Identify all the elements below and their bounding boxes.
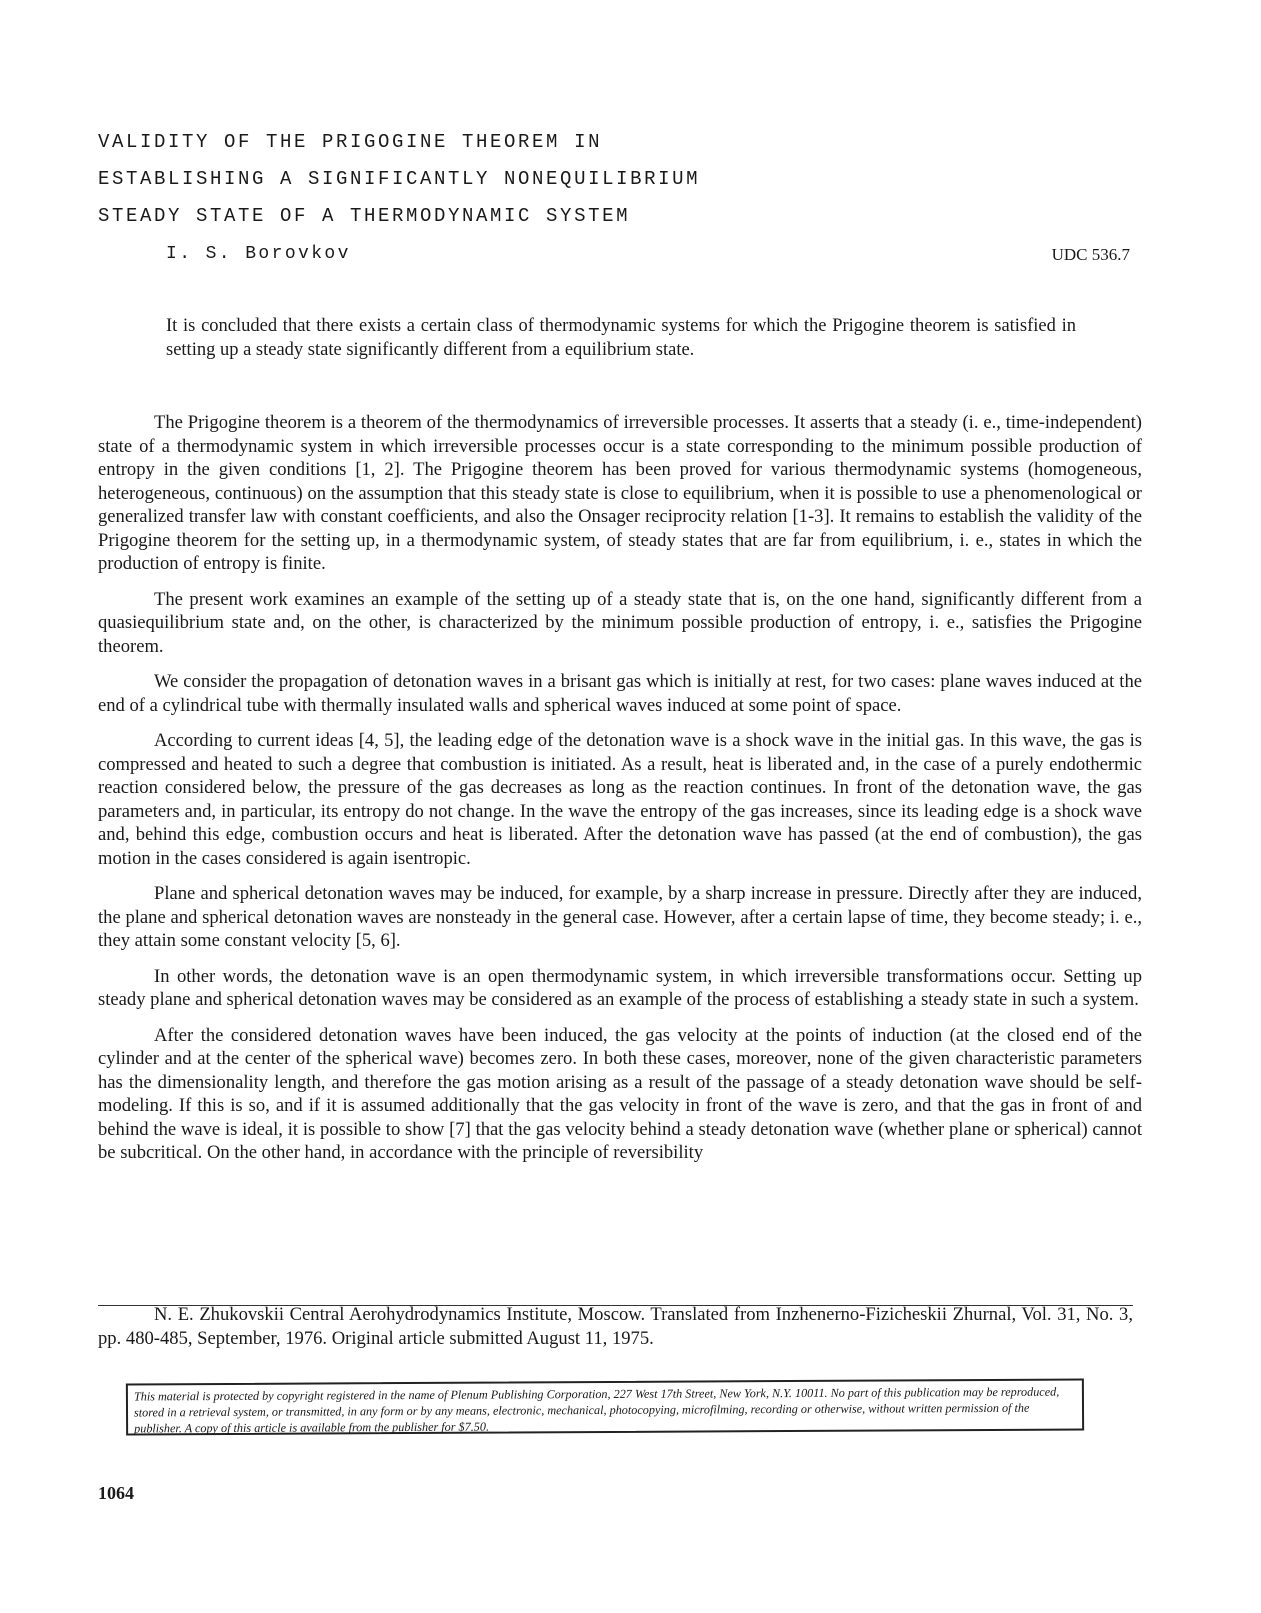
body-paragraph: Plane and spherical detonation waves may be induced, for example, by a sharp increase in pressure. Directly after they are induced, the plane and spherical detonation waves are nonsteady in the general case. However, after a certain lapse of time, they become steady; i. e., they attain some constant velocity [5, 6].	[98, 883, 1142, 951]
body-paragraph: The Prigogine theorem is a theorem of the thermodynamics of irreversible processes. It asserts that a steady (i. e., time-independent) state of a thermodynamic system in which irreversible processes occur is a state corresponding to the minimum possible production of entropy in the given conditions [1, 2]. The Prigogine theorem has been proved for various thermodynamic systems (homogeneous, heterogeneous, continuous) on the assumption that this steady state is close to equilibrium, when it is possible to use a phenomenological or generalized transfer law with constant coefficients, and also the Onsager reciprocity relation [1-3]. It remains to establish the validity of the Prigogine theorem for the setting up, in a thermodynamic system, of steady states that are far from equilibrium, i. e., states in which the production of entropy is finite.	[98, 412, 1142, 574]
body-paragraph: According to current ideas [4, 5], the leading edge of the detonation wave is a shock wave in the initial gas. In this wave, the gas is compressed and heated to such a degree that combustion is initiated. As a result, heat is liberated and, in the case of a purely endothermic reaction considered below, the pressure of the gas decreases as long as the reaction continues. In front of the detonation wave, the gas parameters and, in particular, its entropy do not change. In the wave the entropy of the gas increases, since its leading edge is a shock wave and, behind this edge, combustion occurs and heat is liberated. After the detonation wave has passed (at the end of combustion), the gas motion in the cases considered is again isentropic.	[98, 730, 1142, 869]
paper-title	[98, 124, 998, 235]
page-number: 1064	[98, 1483, 134, 1503]
abstract: It is concluded that there exists a certain class of thermodynamic systems for which the Prigogine theorem is satisfied in setting up a steady state significantly different from a equilibrium state.	[166, 316, 1076, 360]
title-line: STEADY STATE OF A THERMODYNAMIC SYSTEM	[98, 205, 631, 227]
body-paragraph: The present work examines an example of the setting up of a steady state that is, on the one hand, significantly different from a quasiequilibrium state and, on the other, is characterized by the minimum possible production of entropy, i. e., satisfies the Prigogine theorem.	[98, 588, 1142, 657]
body-paragraph: We consider the propagation of detonation waves in a brisant gas which is initially at rest, for two cases: plane waves induced at the end of a cylindrical tube with thermally insulated walls and spherical waves induced at some point of space.	[98, 671, 1142, 716]
title-line: VALIDITY OF THE PRIGOGINE THEOREM IN	[98, 131, 603, 153]
body-text	[98, 411, 1142, 1177]
author-name: I. S. Borovkov	[166, 244, 351, 264]
body-paragraph: After the considered detonation waves have been induced, the gas velocity at the points of induction (at the closed end of the cylinder and at the center of the spherical wave) becomes zero. In both these cases, moreover, none of the given characteristic parameters has the dimensionality length, and therefore the gas motion arising as a result of the passage of a steady detonation wave should be self-modeling. If this is so, and if it is assumed additionally that the gas velocity in front of the wave is zero, and that the gas in front of and behind the wave is ideal, it is possible to show [7] that the gas velocity behind a steady detonation wave (whether plane or spherical) cannot be subcritical. On the other hand, in accordance with the principle of reversibility	[98, 1024, 1142, 1163]
copyright-notice: This material is protected by copyright registered in the name of Plenum Publishing Corporation, 227 West 17th Street, New York, N.Y. 10011. No part of this publication may be reproduced, stored in a retrieval system, or transmitted, in any form or by any means, electronic, mechanical, photocopying, microfilming, recording or otherwise, without written permission of the publisher. A copy of this article is available from the publisher for $7.50.	[126, 1378, 1084, 1435]
udc-code: UDC 536.7	[1051, 245, 1130, 264]
body-paragraph: In other words, the detonation wave is an open thermodynamic system, in which irreversible transformations occur. Setting up steady plane and spherical detonation waves may be considered as an example of the process of establishing a steady state in such a system.	[98, 965, 1142, 1010]
footnote: N. E. Zhukovskii Central Aerohydrodynamics Institute, Moscow. Translated from Inzhenerno-Fizicheskii Zhurnal, Vol. 31, No. 3, pp. 480-485, September, 1976. Original article submitted August 11, 1975.	[98, 1304, 1133, 1349]
title-line: ESTABLISHING A SIGNIFICANTLY NONEQUILIBRIUM	[98, 168, 701, 190]
